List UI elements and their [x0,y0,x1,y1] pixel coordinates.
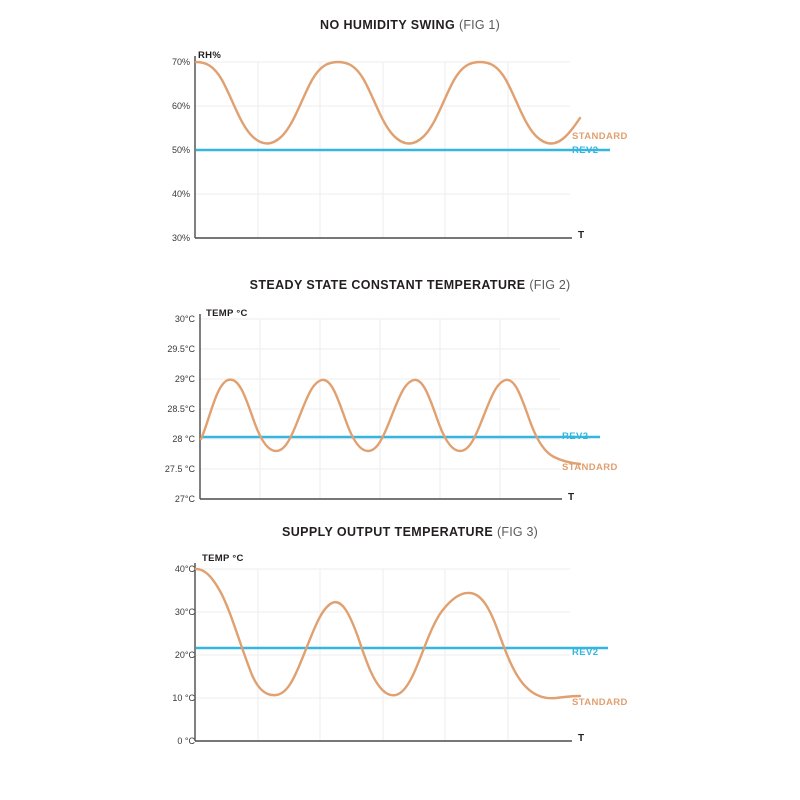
figure-2-gridlines [200,319,560,499]
figure-1-ytick-1: 60% [171,101,190,111]
figure-2-number: (FIG 2) [529,278,571,292]
figure-2-label-standard: STANDARD [562,462,618,473]
figure-2-ytick-0: 30°C [174,314,195,324]
figure-2-ytick-2: 29°C [174,374,195,384]
figure-1-ytick-3: 40% [171,189,190,199]
figure-supply-output-temperature [0,525,800,780]
figure-3-title-text: SUPPLY OUTPUT TEMPERATURE [281,525,494,539]
figure-1-title-text: NO HUMIDITY SWING [320,18,456,32]
figure-2-ytick-5: 27.5 °C [164,464,195,474]
figure-2-title-text: STEADY STATE CONSTANT TEMPERATURE [249,278,526,292]
figure-3-ytick-4: 0 °C [177,736,195,746]
figure-steady-state-constant-temperature [0,278,800,523]
figure-2-ytick-1: 29.5°C [167,344,195,354]
figure-2-series-standard [201,380,580,464]
figure-2-ytick-6: 27°C [174,494,195,504]
figure-3-gridlines [195,569,570,741]
figure-2-x-axis-title: T [568,492,575,503]
figure-3-ytick-0: 40°C [174,564,195,574]
figure-1-number: (FIG 1) [458,18,500,32]
figure-1-label-standard: STANDARD [572,131,628,142]
figure-3-title [0,525,800,539]
figure-3-ytick-3: 10 °C [172,693,195,703]
figure-1-svg [0,32,800,247]
figure-1-label-rev2: REV2 [572,145,599,156]
figure-2-label-rev2: REV2 [562,431,589,442]
figure-2-plot [0,292,800,504]
figure-3-y-axis-title: TEMP °C [202,553,244,564]
figure-3-svg [0,539,800,759]
figure-3-label-rev2: REV2 [572,647,599,658]
figure-no-humidity-swing [0,18,800,268]
figure-3-label-standard: STANDARD [572,697,628,708]
figure-2-svg [0,292,800,507]
figure-3-ytick-2: 20°C [174,650,195,660]
figure-1-ytick-2: 50% [171,145,190,155]
figure-2-ytick-3: 28.5°C [167,404,195,414]
figure-1-plot [0,32,800,242]
figure-1-series-standard [196,62,580,144]
figure-3-series-standard [196,569,580,698]
figure-1-title [0,18,800,32]
figure-1-x-axis-title: T [578,230,585,241]
figure-1-y-axis-title: RH% [198,50,222,61]
figure-2-axes [200,314,562,499]
figure-1-ytick-4: 30% [171,233,190,243]
figure-3-number: (FIG 3) [497,525,539,539]
figure-2-ytick-4: 28 °C [172,434,195,444]
figure-2-y-axis-title: TEMP °C [206,308,248,319]
figure-1-ytick-0: 70% [171,57,190,67]
figure-2-title [0,278,800,292]
figure-3-x-axis-title: T [578,733,585,744]
figure-3-ytick-1: 30°C [174,607,195,617]
figure-3-plot [0,539,800,769]
